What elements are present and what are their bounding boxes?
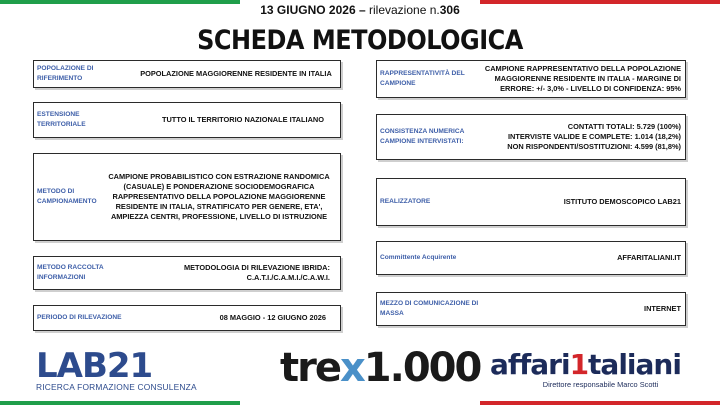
survey-number: 306 xyxy=(439,3,460,17)
card-value: 08 MAGGIO - 12 GIUGNO 2026 xyxy=(219,313,326,322)
affaritaliani-logo xyxy=(490,350,681,389)
card-consistenza xyxy=(376,114,686,160)
card-realizzatore xyxy=(376,178,686,226)
card-label: ESTENSIONE TERRITORIALE xyxy=(37,111,86,128)
card-campionamento xyxy=(33,153,341,241)
flag-green-bottom-bar xyxy=(0,401,240,405)
survey-prefix: rilevazione n. xyxy=(369,3,440,17)
card-label: RAPPRESENTATIVITÀ DEL CAMPIONE xyxy=(380,70,465,87)
survey-date: 13 GIUGNO 2026 xyxy=(260,3,356,17)
trex-logo-post: 1.000 xyxy=(363,345,481,391)
flag-red-bottom-bar xyxy=(480,401,720,405)
affaritaliani-logo-text xyxy=(490,350,681,380)
affaritaliani-logo-post: taliani xyxy=(588,348,681,381)
card-label: POPOLAZIONE DI RIFERIMENTO xyxy=(37,65,94,82)
card-popolazione xyxy=(33,60,341,88)
lab21-logo-text: LAB21 xyxy=(36,346,153,386)
card-value xyxy=(124,263,340,283)
card-label: Committente Acquirente xyxy=(380,254,457,262)
card-value-line: NON RISPONDENTI/SOSTITUZIONI: 4.599 (81,8%) xyxy=(507,141,681,151)
card-raccolta xyxy=(33,256,341,290)
card-value: CAMPIONE RAPPRESENTATIVO DELLA POPOLAZIONE MAGGIORENNE RESIDENTE IN ITALIA - MARGINE DI ERRORE: +/- 3,0% - LIVELLO DI CONFIDENZA: 95% xyxy=(484,64,681,93)
card-value-line: CONTATTI TOTALI: 5.729 (100%) xyxy=(567,122,681,132)
card-value xyxy=(469,122,685,152)
card-estensione xyxy=(33,102,341,138)
card-label: METODO RACCOLTA INFORMAZIONI xyxy=(37,264,104,281)
date-dash: – xyxy=(358,3,366,17)
card-label: MEZZO DI COMUNICAZIONE DI MASSA xyxy=(380,300,479,317)
logo-strip xyxy=(0,346,720,398)
card-value-line: METODOLOGIA DI RILEVAZIONE IBRIDA: xyxy=(183,263,330,273)
card-rappresentativita xyxy=(376,60,686,98)
affaritaliani-tagline: Direttore responsabile Marco Scotti xyxy=(542,380,659,389)
card-periodo xyxy=(33,305,341,331)
card-value: CAMPIONE PROBABILISTICO CON ESTRAZIONE RANDOMICA (CASUALE) E PONDERAZIONE SOCIODEMOGRAFICA RAPPRESENTATIVO DELLA POPOLAZIONE MAGGIORENNE RESIDENTE IN ITALIA, STRATIFICATO PER GENERE, ETA', AMPIEZZA CENTRI, PROFESSIONE, LIVELLO DI ISTRUZIONE xyxy=(108,172,330,221)
trex-logo-pre: tre xyxy=(280,345,340,391)
page-title: SCHEDA METODOLOGICA xyxy=(197,24,523,56)
card-value: ISTITUTO DEMOSCOPICO LAB21 xyxy=(563,197,681,206)
card-value: AFFARITALIANI.IT xyxy=(617,253,681,262)
card-label: METODO DI CAMPIONAMENTO xyxy=(37,188,97,205)
affaritaliani-logo-pre: affari xyxy=(490,348,570,381)
card-label: CONSISTENZA NUMERICA CAMPIONE INTERVISTATI: xyxy=(380,128,465,145)
date-line xyxy=(0,3,720,17)
card-committente xyxy=(376,241,686,275)
lab21-tagline: RICERCA FORMAZIONE CONSULENZA xyxy=(36,382,197,392)
trex-logo xyxy=(280,346,480,390)
card-value-line: C.A.T.I./C.A.M.I./C.A.W.I. xyxy=(246,273,330,282)
trex-logo-x: x xyxy=(339,345,364,391)
card-value: POPOLAZIONE MAGGIORENNE RESIDENTE IN ITALIA xyxy=(140,69,332,78)
card-value: TUTTO IL TERRITORIO NAZIONALE ITALIANO xyxy=(161,115,324,124)
affaritaliani-logo-one: 1 xyxy=(569,348,589,381)
card-value: INTERNET xyxy=(644,304,681,313)
card-label: PERIODO DI RILEVAZIONE xyxy=(37,314,122,322)
lab21-logo xyxy=(36,346,197,392)
card-mezzo xyxy=(376,292,686,326)
card-label: REALIZZATORE xyxy=(380,198,431,206)
card-value-line: INTERVISTE VALIDE E COMPLETE: 1.014 (18,2%) xyxy=(507,132,681,141)
